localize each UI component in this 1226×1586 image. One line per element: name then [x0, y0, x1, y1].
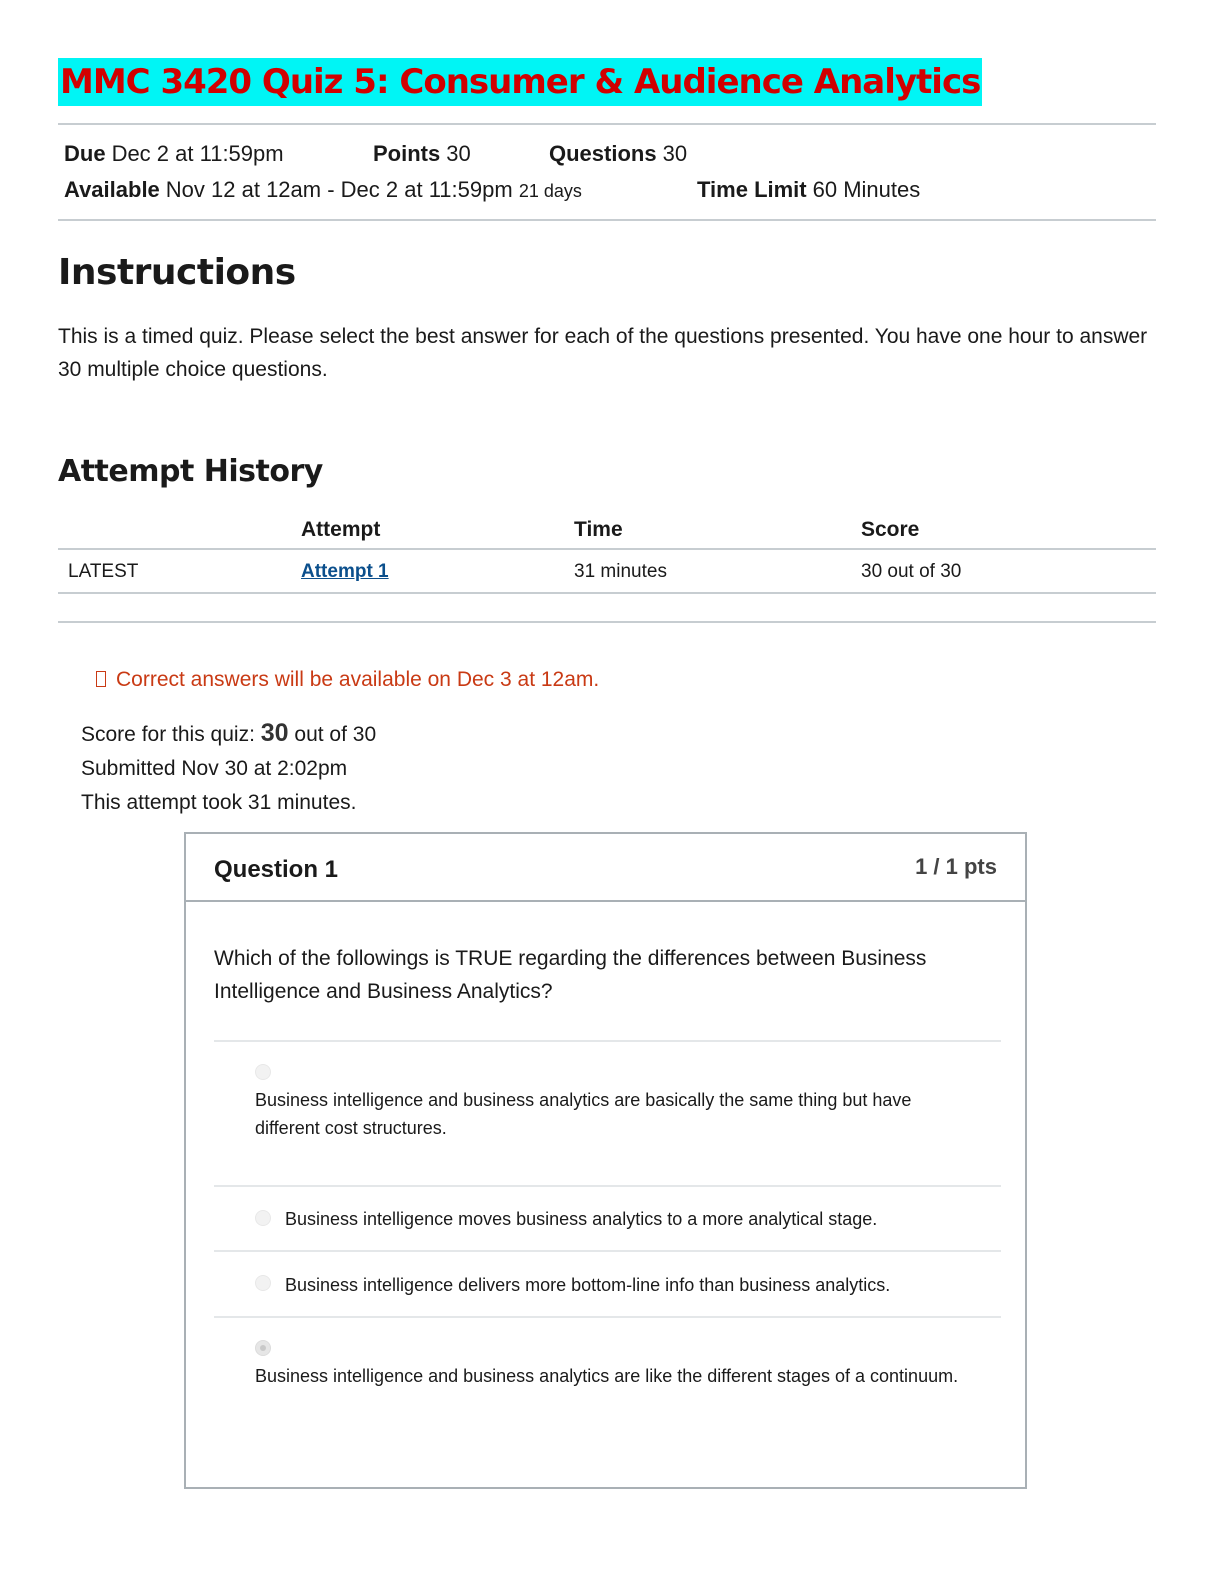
questions-value: 30 — [662, 141, 688, 166]
due-value: Dec 2 at 11:59pm — [111, 141, 284, 166]
time-limit-value: 60 Minutes — [812, 177, 921, 202]
time-limit-info — [697, 176, 920, 204]
answer-divider — [214, 1185, 1001, 1187]
submitted-time: Submitted Nov 30 at 2:02pm — [81, 757, 348, 780]
score-summary — [81, 716, 376, 820]
answer-4-text[interactable]: Business intelligence and business analytics are like the different stages of a continuum. — [255, 1366, 959, 1386]
questions-info — [549, 140, 687, 168]
score-value: 30 — [260, 719, 289, 747]
available-value: Nov 12 at 12am - Dec 2 at 11:59pm — [165, 177, 513, 202]
divider — [58, 123, 1156, 125]
attempt-row-label: LATEST — [68, 561, 139, 582]
column-header-attempt: Attempt — [301, 518, 381, 541]
available-days: 21 days — [518, 181, 582, 201]
question-header — [186, 834, 1025, 902]
answer-3-radio[interactable] — [255, 1275, 271, 1291]
answer-1-text[interactable]: Business intelligence and business analytics are basically the same thing but have different cost structures. — [255, 1090, 912, 1138]
column-header-score: Score — [861, 518, 920, 541]
answer-divider — [214, 1316, 1001, 1318]
notice-text: Correct answers will be available on Dec 3 at 12am. — [116, 668, 600, 691]
answer-2-radio[interactable] — [255, 1210, 271, 1226]
time-limit-label: Time Limit — [697, 177, 807, 202]
info-icon — [96, 671, 106, 687]
points-value: 30 — [446, 141, 471, 166]
answer-4-radio-selected[interactable] — [255, 1340, 271, 1356]
quiz-title-wrap — [58, 58, 982, 106]
table-row — [58, 550, 1156, 594]
question-card — [184, 832, 1027, 1489]
score-line — [81, 716, 376, 752]
due-info — [64, 140, 284, 168]
instructions-text: This is a timed quiz. Please select the best answer for each of the questions presented. You have one hour to answer 30 multiple choice questions. — [58, 325, 1148, 381]
answer-divider — [214, 1040, 1001, 1042]
available-label: Available — [64, 177, 160, 202]
attempt-1-link[interactable]: Attempt 1 — [301, 561, 389, 582]
attempt-time: 31 minutes — [574, 561, 667, 582]
attempt-history-table — [58, 510, 1156, 594]
available-info — [64, 176, 582, 205]
correct-answers-notice — [96, 666, 599, 694]
divider — [58, 621, 1156, 623]
question-text: Which of the followings is TRUE regarding the differences between Business Intelligence and Business Analytics? — [214, 947, 927, 1003]
answer-1-radio[interactable] — [255, 1064, 271, 1080]
points-info — [373, 140, 471, 168]
attempt-score: 30 out of 30 — [861, 561, 962, 582]
score-prefix: Score for this quiz: — [81, 723, 255, 746]
answer-2-text[interactable]: Business intelligence moves business analytics to a more analytical stage. — [285, 1209, 878, 1229]
attempt-duration: This attempt took 31 minutes. — [81, 791, 357, 814]
quiz-title: MMC 3420 Quiz 5: Consumer & Audience Analytics — [58, 58, 982, 106]
divider — [58, 219, 1156, 221]
question-points: 1 / 1 pts — [915, 854, 997, 879]
points-label: Points — [373, 141, 441, 166]
table-header — [58, 510, 1156, 550]
column-header-time: Time — [574, 518, 623, 541]
instructions-heading: Instructions — [58, 252, 296, 293]
due-label: Due — [64, 141, 106, 166]
question-title: Question 1 — [214, 856, 339, 883]
attempt-history-heading: Attempt History — [58, 454, 323, 489]
questions-label: Questions — [549, 141, 657, 166]
answer-divider — [214, 1250, 1001, 1252]
answer-3-text[interactable]: Business intelligence delivers more bottom-line info than business analytics. — [285, 1275, 891, 1295]
score-suffix: out of 30 — [294, 723, 377, 746]
